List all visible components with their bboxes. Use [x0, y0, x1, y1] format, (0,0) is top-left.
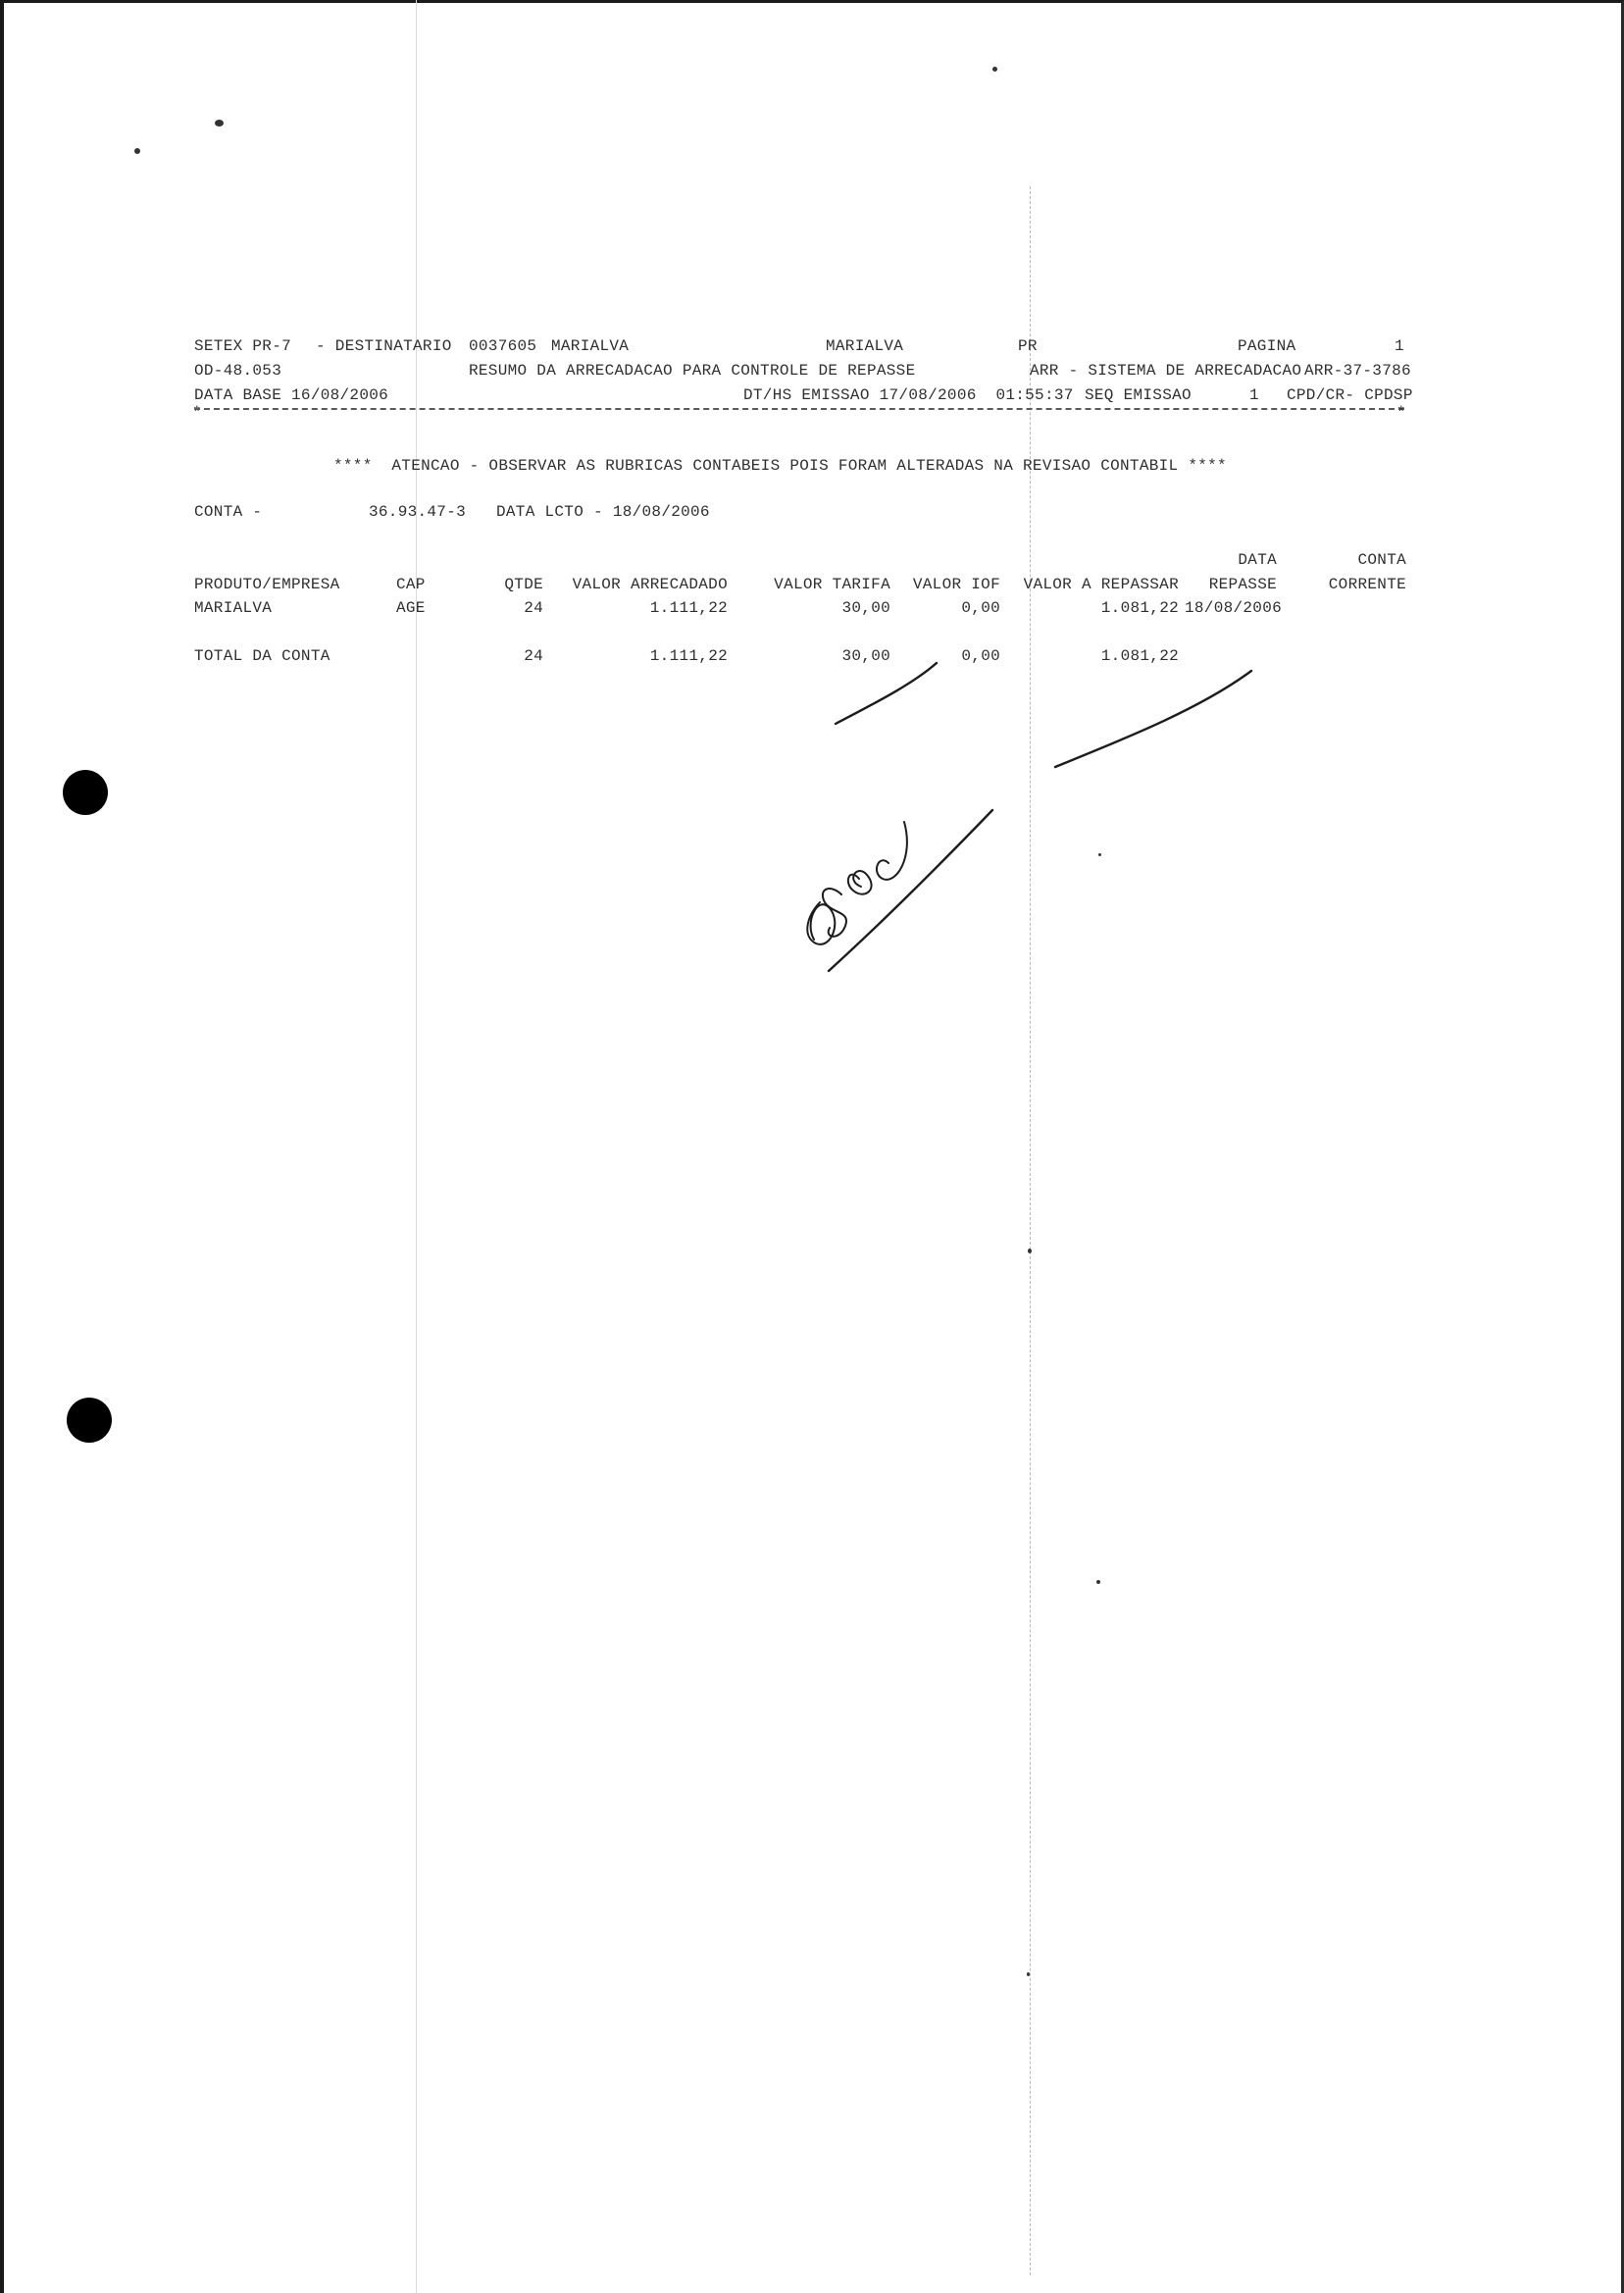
col-header-cap: CAP — [396, 576, 426, 593]
header-cpd: CPD/CR- CPDSP — [1287, 386, 1413, 404]
col-header-conta-1: CONTA — [1357, 551, 1406, 569]
col-header-produto: PRODUTO/EMPRESA — [194, 576, 340, 593]
header-page-number: 1 — [1395, 337, 1404, 355]
col-header-data-1: DATA — [1238, 551, 1277, 569]
rule-start-star: * — [192, 404, 202, 422]
total-valor-iof: 0,00 — [961, 647, 1000, 665]
col-header-valor-iof: VALOR IOF — [912, 576, 1000, 593]
col-header-conta-2: CORRENTE — [1328, 576, 1406, 593]
account-label: CONTA - — [194, 503, 263, 521]
header-report-title: RESUMO DA ARRECADACAO PARA CONTROLE DE REPASSE — [469, 362, 916, 380]
total-valor-arrecadado: 1.111,22 — [649, 647, 728, 665]
notice-text: **** ATENCAO - OBSERVAR AS RUBRICAS CONTABEIS POIS FORAM ALTERADAS NA REVISAO CONTABIL **** — [333, 457, 1227, 475]
total-valor-tarifa: 30,00 — [841, 647, 890, 665]
header-destinatario-code: 0037605 — [469, 337, 537, 355]
header-system: SETEX PR-7 — [194, 337, 292, 355]
rule-end-star: * — [1396, 404, 1406, 422]
header-emission: DT/HS EMISSAO 17/08/2006 01:55:37 — [743, 386, 1074, 404]
col-header-qtde: QTDE — [504, 576, 543, 593]
header-report-code: ARR-37-3786 — [1304, 362, 1411, 380]
total-label: TOTAL DA CONTA — [194, 647, 330, 665]
header-destinatario-name: MARIALVA — [551, 337, 630, 355]
check-mark-tarifa — [836, 663, 937, 724]
cell-produto: MARIALVA — [194, 599, 273, 617]
header-seq-number: 1 — [1249, 386, 1259, 404]
cell-valor-iof: 0,00 — [961, 599, 1000, 617]
cell-valor-repassar: 1.081,22 — [1100, 599, 1179, 617]
check-mark-repassar — [1055, 671, 1251, 767]
col-header-valor-arrecadado: VALOR ARRECADADO — [572, 576, 728, 593]
header-seq-label: SEQ EMISSAO — [1085, 386, 1192, 404]
total-qtde: 24 — [524, 647, 543, 665]
col-header-valor-tarifa: VALOR TARIFA — [774, 576, 890, 593]
cell-valor-tarifa: 30,00 — [841, 599, 890, 617]
total-valor-repassar: 1.081,22 — [1100, 647, 1179, 665]
cell-data-repasse: 18/08/2006 — [1185, 599, 1283, 617]
cell-cap: AGE — [396, 599, 426, 617]
header-system-title: ARR - SISTEMA DE ARRECADACAO — [1030, 362, 1302, 380]
header-page-label: PAGINA — [1238, 337, 1296, 355]
col-header-data-2: REPASSE — [1208, 576, 1277, 593]
cell-valor-arrecadado: 1.111,22 — [649, 599, 728, 617]
cell-qtde: 24 — [524, 599, 543, 617]
header-doc-code: OD-48.053 — [194, 362, 282, 380]
account-number: 36.93.47-3 — [369, 503, 467, 521]
col-header-valor-repassar: VALOR A REPASSAR — [1023, 576, 1179, 593]
header-destinatario-label: - DESTINATARIO — [316, 337, 452, 355]
header-state: PR — [1018, 337, 1038, 355]
header-city: MARIALVA — [826, 337, 904, 355]
account-lcto: DATA LCTO - 18/08/2006 — [496, 503, 710, 521]
initials-signature — [807, 822, 907, 944]
header-base-date: DATA BASE 16/08/2006 — [194, 386, 389, 404]
